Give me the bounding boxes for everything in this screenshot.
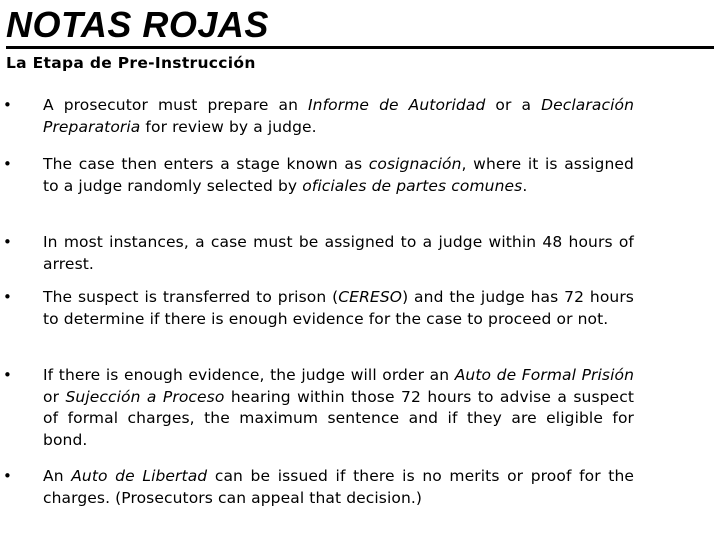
- italic-term: oficiales de partes comunes: [302, 176, 523, 195]
- text-run: can be issued if there is no merits or proof for the charges. (Prosecutors can appeal that decision.): [43, 467, 635, 507]
- bullet-marker: •: [3, 288, 12, 306]
- title-divider: [6, 46, 714, 49]
- text-run: ) and the judge has 72 hours to determine if there is enough evidence for the case to proceed or not.: [43, 288, 634, 328]
- text-run: An: [43, 467, 72, 485]
- page-title: NOTAS ROJAS: [6, 4, 269, 45]
- bullet-marker: •: [3, 96, 12, 114]
- italic-term: Auto de Libertad: [71, 467, 208, 485]
- italic-term: Declaración Preparatoria: [43, 96, 634, 136]
- text-run: hearing within those 72 hours to advise a suspect of formal charges, the maximum sentence and if they are eligible for bond.: [43, 387, 634, 449]
- italic-term: Auto de Formal Prisión: [454, 366, 635, 384]
- text-run: .: [522, 176, 528, 195]
- bullet-text: [43, 154, 634, 197]
- page-subtitle: La Etapa de Pre-Instrucción: [6, 54, 256, 72]
- bullet-marker: •: [3, 366, 12, 384]
- text-run: , where it is assigned to a judge randomly selected by: [43, 155, 634, 195]
- text-run: or: [43, 387, 66, 406]
- bullet-text: [43, 232, 634, 275]
- italic-term: cosignación: [368, 155, 462, 173]
- bullet-text: [43, 466, 634, 509]
- bullet-marker: •: [3, 155, 12, 173]
- bullet-marker: •: [3, 233, 12, 251]
- bullet-marker: •: [3, 467, 12, 485]
- text-run: A prosecutor must prepare an: [43, 96, 309, 114]
- text-run: or a: [485, 96, 542, 114]
- italic-term: CERESO: [338, 288, 403, 306]
- text-run: The case then enters a stage known as: [43, 155, 369, 173]
- text-run: If there is enough evidence, the judge will order an: [43, 366, 455, 384]
- italic-term: Sujección a Proceso: [65, 387, 225, 406]
- bullet-text: [43, 365, 634, 451]
- text-run: for review by a judge.: [140, 117, 317, 136]
- italic-term: Informe de Autoridad: [308, 96, 486, 114]
- bullet-text: [43, 95, 634, 138]
- bullet-text: [43, 287, 634, 330]
- text-run: In most instances, a case must be assigned to a judge within 48 hours of arrest.: [43, 233, 634, 273]
- text-run: The suspect is transferred to prison (: [43, 288, 339, 306]
